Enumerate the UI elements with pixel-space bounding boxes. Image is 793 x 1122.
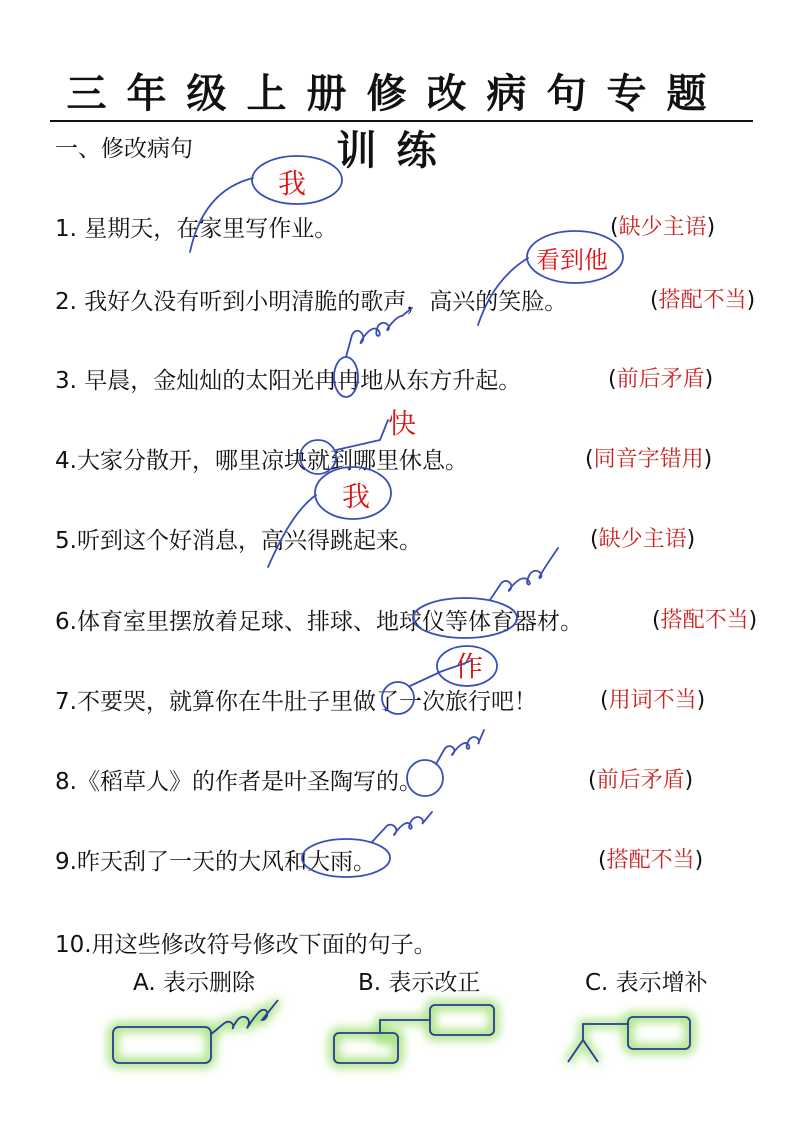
delete-mark-9 [302,812,432,877]
correction-4: 快 [388,407,417,440]
symbol-insert-icon [568,1017,690,1062]
question-7: 7.不要哭，就算你在牛肚子里做了一次旅行吧！ [55,689,537,715]
section-heading: 一、修改病句 [55,136,193,162]
question-9: 9.昨天刮了一天的大风和大雨。 [55,849,376,875]
question-4: 4.大家分散开，哪里凉块就到哪里休息。 [55,448,468,474]
correction-7: 作 [455,650,484,683]
question-1: 1. 星期天，在家里写作业。 [55,216,338,242]
delete-mark-3 [334,308,412,397]
question-1-tag: (缺少主语) [610,215,716,240]
question-3-tag: (前后矛盾) [608,367,714,392]
delete-mark-6 [413,548,558,638]
symbol-label-delete: A. 表示删除 [133,970,255,996]
question-8-tag: (前后矛盾) [588,768,694,793]
question-4-tag: (同音字错用) [585,447,713,472]
question-7-tag: (用词不当) [600,688,706,713]
correction-5: 我 [342,480,371,513]
delete-mark-8 [407,730,484,796]
question-5-tag: (缺少主语) [590,527,696,552]
question-10: 10.用这些修改符号修改下面的句子。 [55,932,437,958]
question-8: 8.《稻草人》的作者是叶圣陶写的。 [55,769,422,795]
page-title: 三年级上册修改病句专题训练 [66,71,727,174]
correction-1: 我 [278,167,307,200]
correct-mark-4 [300,420,388,474]
symbol-label-correct: B. 表示改正 [358,970,481,996]
question-6-tag: (搭配不当) [652,608,758,633]
question-3: 3. 早晨，金灿灿的太阳光冉冉地从东方升起。 [55,368,522,394]
question-2: 2. 我好久没有听到小明清脆的歌声，高兴的笑脸。 [55,289,568,315]
question-9-tag: (搭配不当) [598,848,704,873]
correct-mark-7 [382,646,497,714]
question-2-tag: (搭配不当) [650,288,756,313]
insert-mark-5 [268,467,391,567]
question-6: 6.体育室里摆放着足球、排球、地球仪等体育器材。 [55,609,583,635]
symbol-label-insert: C. 表示增补 [585,970,708,996]
question-5: 5.听到这个好消息，高兴得跳起来。 [55,528,422,554]
correction-2: 看到他 [536,246,608,274]
insert-mark-1 [190,156,342,252]
symbol-correct-icon [334,1005,494,1063]
insert-mark-2 [478,231,623,325]
symbol-delete-icon [113,1000,278,1063]
